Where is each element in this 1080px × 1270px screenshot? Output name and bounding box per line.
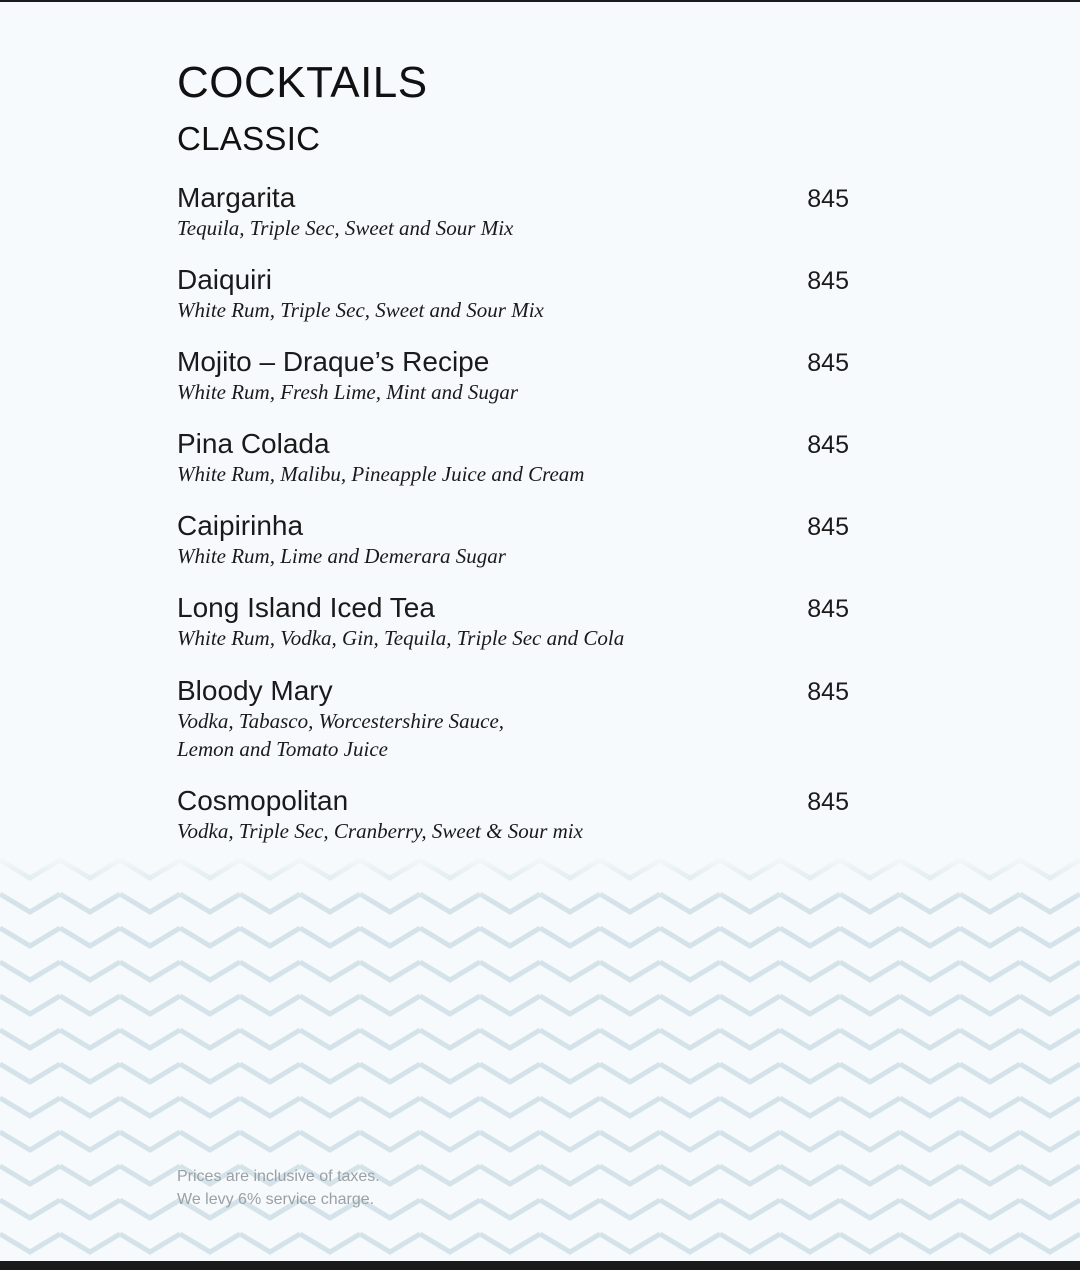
item-description: White Rum, Triple Sec, Sweet and Sour Mix: [177, 298, 544, 322]
menu-page: [0, 2, 1080, 1261]
chevron-pattern: [0, 852, 1080, 1261]
item-description: White Rum, Fresh Lime, Mint and Sugar: [177, 380, 519, 404]
item-price: 845: [807, 185, 849, 213]
item-price: 845: [807, 678, 849, 706]
menu-item: [177, 182, 857, 242]
item-description: White Rum, Malibu, Pineapple Juice and Cream: [177, 462, 585, 486]
page-title: COCKTAILS: [177, 58, 428, 107]
item-description: Tequila, Triple Sec, Sweet and Sour Mix: [177, 216, 514, 240]
item-name: Bloody Mary: [177, 675, 333, 706]
section-title: CLASSIC: [177, 120, 321, 157]
item-price: 845: [807, 788, 849, 816]
item-description: White Rum, Vodka, Gin, Tequila, Triple Sec and Cola: [177, 626, 625, 650]
item-price: 845: [807, 349, 849, 377]
menu-item: [177, 510, 857, 570]
item-description: Vodka, Tabasco, Worcestershire Sauce,: [177, 709, 505, 733]
item-price: 845: [807, 513, 849, 541]
menu-item: [177, 675, 857, 763]
item-price: 845: [807, 267, 849, 295]
item-price: 845: [807, 595, 849, 623]
menu-item: [177, 346, 857, 406]
item-name: Cosmopolitan: [177, 785, 349, 816]
item-name: Long Island Iced Tea: [177, 592, 435, 623]
menu-item: [177, 428, 857, 488]
menu-item: [177, 785, 857, 845]
menu-item: [177, 264, 857, 324]
item-name: Pina Colada: [177, 428, 330, 459]
item-description: White Rum, Lime and Demerara Sugar: [177, 544, 506, 568]
item-price: 845: [807, 431, 849, 459]
item-description: Lemon and Tomato Juice: [177, 737, 388, 761]
item-name: Daiquiri: [177, 264, 272, 295]
footer-taxes: Prices are inclusive of taxes.: [177, 1168, 380, 1185]
item-name: Margarita: [177, 182, 296, 213]
menu-item: [177, 592, 857, 652]
footer-note: [177, 1165, 380, 1211]
footer-service-charge: We levy 6% service charge.: [177, 1191, 375, 1208]
item-name: Mojito – Draque’s Recipe: [177, 346, 490, 377]
item-description: Vodka, Triple Sec, Cranberry, Sweet & Sour mix: [177, 819, 583, 843]
item-name: Caipirinha: [177, 510, 304, 541]
